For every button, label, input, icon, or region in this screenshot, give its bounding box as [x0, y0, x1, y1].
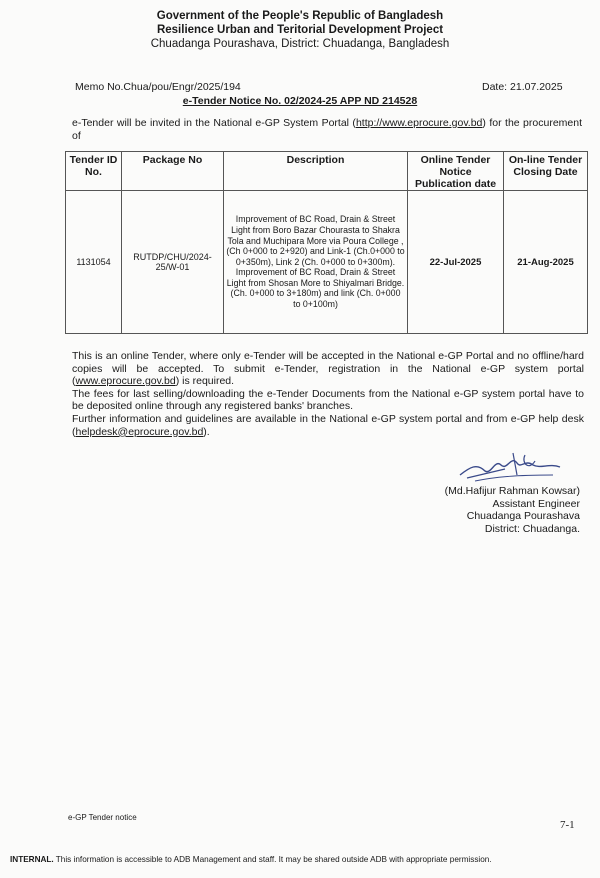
signatory-district: District: Chuadanga.: [484, 522, 580, 535]
eprocure-site-link[interactable]: www.eprocure.gov.bd: [75, 375, 176, 388]
paragraph-online-tender: [72, 350, 584, 388]
body-text: [72, 350, 584, 438]
header-package-no: Package No: [122, 152, 224, 191]
internal-label: INTERNAL.: [10, 855, 54, 864]
header-government: Government of the People's Republic of Bangladesh: [156, 10, 444, 22]
paragraph-helpdesk: [72, 413, 584, 438]
cell-description: Improvement of BC Road, Drain & Street Light from Boro Bazar Chourasta to Shakra Tola and Muchipara More via Poura College ,(Ch 0+000 to 2+920) and Link-1 (Ch.0+000 to 0+350m), Link 2 (Ch. 0+000 to 0+300m). Improvement of BC Road, Drain & Street Light from Shosan More to Shiyalmari Bridge. (Ch. 0+000 to 3+180m) and link (Ch. 0+000 to 0+100m): [224, 191, 408, 334]
intro-paragraph: [72, 117, 582, 143]
signature-block: [428, 485, 580, 535]
header-tender-id: Tender ID No.: [66, 152, 122, 191]
header-project: Resilience Urban and Teritorial Development Project: [156, 24, 444, 36]
header-publication-date: Online Tender Notice Publication date: [408, 152, 504, 191]
internal-classification: [10, 855, 492, 864]
table-header-row: [66, 152, 588, 191]
signatory-office: Chuadanga Pourashava: [466, 510, 580, 522]
signatory-title: Assistant Engineer: [492, 497, 580, 510]
cell-closing-date: 21-Aug-2025: [504, 191, 588, 334]
footer-label: e-GP Tender notice: [68, 813, 137, 822]
intro-text-a: e-Tender will be invited in the National e-GP System Portal (: [72, 117, 356, 129]
memo-number: Memo No.Chua/pou/Engr/2025/194: [75, 81, 241, 93]
paragraph-fees: The fees for last selling/downloading the e-Tender Documents from the National e-GP system portal have to be deposited online through any registered banks' branches.: [72, 387, 584, 413]
tender-table: [65, 151, 588, 334]
cell-publication-date: 22-Jul-2025: [408, 191, 504, 334]
header-closing-date: On-line Tender Closing Date: [504, 152, 588, 191]
paragraph-helpdesk-a: Further information and guidelines are available in the National e-GP system portal and from e-GP help desk (: [72, 412, 584, 438]
paragraph-online-tender-b: ) is required.: [175, 375, 235, 388]
internal-text: This information is accessible to ADB Management and staff. It may be shared outside ADB with appropriate permission.: [53, 855, 492, 864]
helpdesk-email-link[interactable]: helpdesk@eprocure.gov.bd: [75, 425, 204, 438]
paragraph-helpdesk-b: ).: [203, 425, 210, 438]
intro-text-b: ) for the procurement of: [72, 117, 582, 142]
eprocure-link[interactable]: http://www.eprocure.gov.bd: [355, 117, 483, 129]
notice-date: Date: 21.07.2025: [482, 81, 563, 93]
header-location: Chuadanga Pourashava, District: Chuadanga, Bangladesh: [150, 38, 450, 50]
cell-package-no: RUTDP/CHU/2024-25/W-01: [122, 191, 224, 334]
handwritten-signature: [455, 445, 565, 485]
table-row: [66, 191, 588, 334]
notice-title: e-Tender Notice No. 02/2024-25 APP ND 214528: [182, 95, 418, 107]
signatory-name: (Md.Hafijur Rahman Kowsar): [444, 485, 580, 497]
paragraph-online-tender-a: This is an online Tender, where only e-Tender will be accepted in the National e-GP Portal and no offline/hard copies will be accepted. To submit e-Tender, registration in the National e-GP system portal (: [72, 350, 584, 388]
cell-tender-id: 1131054: [66, 191, 122, 334]
page-number: 7-1: [560, 819, 575, 831]
header-description: Description: [224, 152, 408, 191]
